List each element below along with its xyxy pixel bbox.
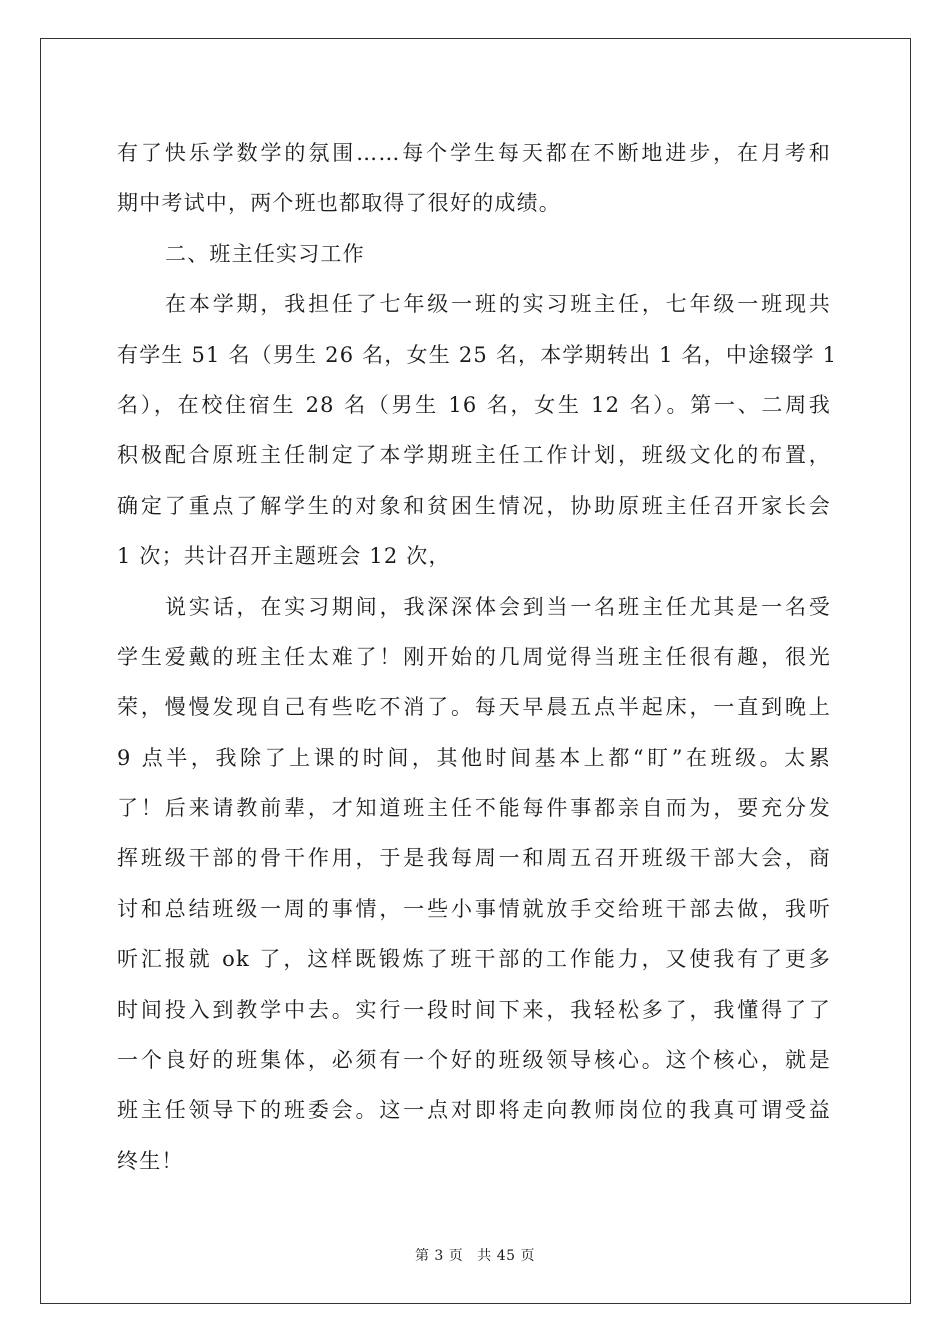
page-number: 第 3 页 [414,1248,464,1264]
text-line: 积极配合原班主任制定了本学期班主任工作计划，班级文化的布置， [117,443,831,468]
text-line: 终生！ [117,1148,184,1173]
text-line: 有了快乐学数学的氛围……每个学生每天都在不断地进步，在月考和 [117,141,831,165]
page-footer [0,1245,950,1265]
text-line: 确定了重点了解学生的对象和贫困生情况，协助原班主任召开家长会 [117,493,831,518]
text-line: 了！后来请教前辈，才知道班主任不能每件事都亲自而为，要充分发 [117,796,831,821]
text-line: 挥班级干部的骨干作用，于是我每周一和周五召开班级干部大会，商 [117,846,831,871]
text-line: 学生爱戴的班主任太难了！刚开始的几周觉得当班主任很有趣，很光 [117,644,831,669]
text-line: 有学生 51 名（男生 26 名，女生 25 名，本学期转出 1 名，中途辍学 1 [117,342,838,367]
document-body [117,128,838,1186]
text-line: 讨和总结班级一周的事情，一些小事情就放手交给班干部去做，我听 [117,896,831,921]
text-line: 听汇报就 ok 了，这样既锻炼了班干部的工作能力，又使我有了更多 [117,947,831,972]
text-line: 时间投入到教学中去。实行一段时间下来，我轻松多了，我懂得了了 [117,997,831,1022]
text-line: 9 点半，我除了上课的时间，其他时间基本上都“盯”在班级。太累 [117,745,831,770]
text-line: 在本学期，我担任了七年级一班的实习班主任，七年级一班现共 [165,292,831,317]
text-line: 荣，慢慢发现自己有些吃不消了。每天早晨五点半起床，一直到晚上 [117,695,831,720]
text-line: 期中考试中，两个班也都取得了很好的成绩。 [117,191,561,216]
text-line: 说实话，在实习期间，我深深体会到当一名班主任尤其是一名受 [165,594,831,619]
text-line: 班主任领导下的班委会。这一点对即将走向教师岗位的我真可谓受益 [117,1098,831,1123]
text-line: 一个良好的班集体，必须有一个好的班级领导核心。这个核心，就是 [117,1048,831,1073]
text-line: 名），在校住宿生 28 名（男生 16 名，女生 12 名）。第一、二周我 [117,392,831,417]
page-total: 共 45 页 [477,1248,536,1264]
text-line: 1 次；共计召开主题班会 12 次， [117,544,451,569]
section-heading: 二、班主任实习工作 [165,241,365,266]
